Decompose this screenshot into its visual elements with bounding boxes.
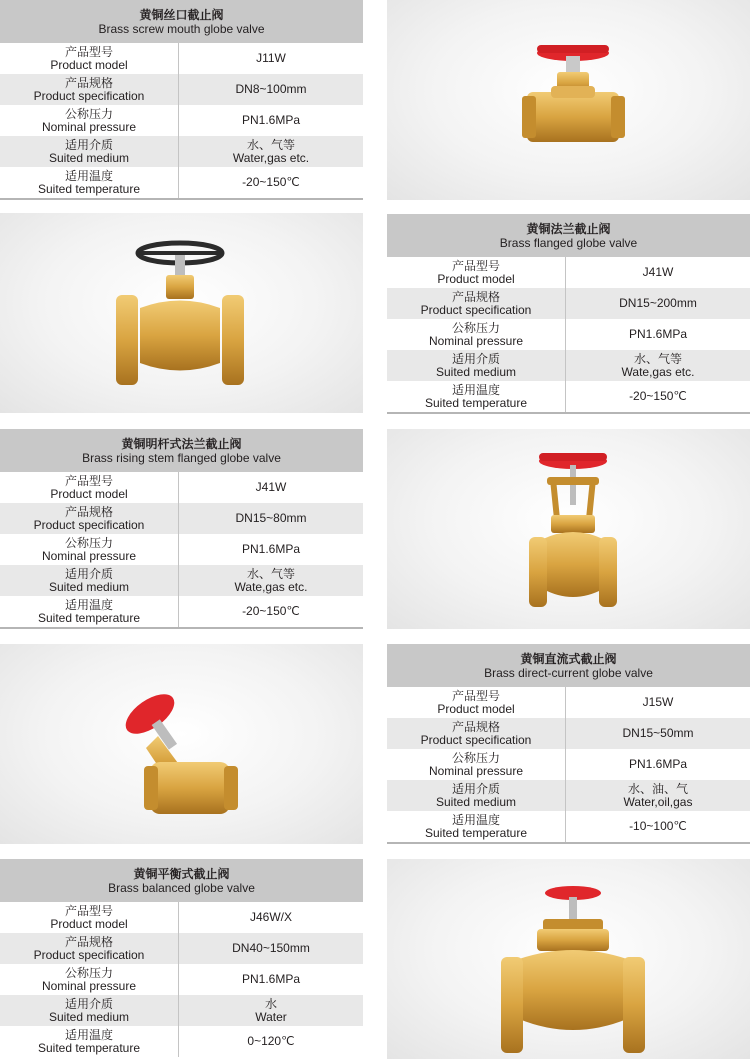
label-cn: 产品型号 [64,44,113,59]
label-en: Suited medium [435,364,517,379]
label-en: Product model [50,486,128,501]
row-medium [0,995,363,1026]
row-spec [387,718,750,749]
value-spec: DN15~80mm [235,511,307,525]
row-medium [387,350,750,381]
label-cn: 适用温度 [451,812,500,827]
label-en: Suited temperature [37,181,141,196]
row-pressure [387,749,750,780]
row-temperature [387,811,750,842]
value-medium-en: Water [255,1009,287,1024]
label-en: Nominal pressure [428,763,524,778]
value-model: J46W/X [249,910,292,924]
row-pressure [0,534,363,565]
value-medium-cn: 水、气等 [246,137,295,152]
label-cn: 适用介质 [451,351,500,366]
row-temperature [387,381,750,412]
label-cn: 适用介质 [64,566,113,581]
value-medium-en: Wate,gas etc. [621,364,695,379]
label-cn: 产品型号 [64,473,113,488]
value-spec: DN15~50mm [622,726,694,740]
title-cn: 黄铜丝口截止阀 [139,7,224,22]
rising-stem-valve-icon [387,429,750,629]
value-model: J41W [642,265,674,279]
row-medium [0,565,363,596]
label-cn: 公称压力 [64,535,113,550]
row-spec [0,933,363,964]
value-model: J15W [642,695,674,709]
label-cn: 公称压力 [64,106,113,121]
label-en: Suited medium [48,150,130,165]
label-en: Product model [437,701,515,716]
label-en: Product model [50,916,128,931]
label-cn: 适用温度 [64,1027,113,1042]
row-model [387,687,750,718]
row-pressure [387,319,750,350]
value-medium-cn: 水、气等 [633,351,682,366]
threaded-globe-valve-icon [387,0,750,200]
balanced-globe-valve-icon [387,859,750,1059]
value-spec: DN8~100mm [235,82,307,96]
label-en: Suited temperature [424,395,528,410]
row-spec [0,503,363,534]
spec-table-4 [387,644,750,844]
table-bottom-rule [0,198,363,200]
value-medium-en: Water,gas etc. [232,150,310,165]
label-cn: 产品型号 [64,903,113,918]
title-en: Brass flanged globe valve [499,235,638,250]
label-en: Product specification [33,88,145,103]
label-cn: 适用温度 [64,597,113,612]
label-cn: 产品规格 [64,504,113,519]
value-pressure: PN1.6MPa [241,113,301,127]
label-en: Suited temperature [37,610,141,625]
row-model [0,902,363,933]
label-cn: 产品型号 [451,688,500,703]
label-cn: 产品规格 [64,75,113,90]
label-cn: 公称压力 [451,750,500,765]
row-temperature [0,1026,363,1057]
spec-table-5 [0,859,363,1057]
table-header [0,429,363,472]
row-medium [0,136,363,167]
value-medium-en: Wate,gas etc. [234,579,308,594]
row-model [387,257,750,288]
label-en: Nominal pressure [41,548,137,563]
row-pressure [0,105,363,136]
label-en: Product model [437,271,515,286]
label-en: Product specification [420,302,532,317]
label-cn: 产品规格 [451,289,500,304]
value-medium-en: Water,oil,gas [623,794,693,809]
label-cn: 适用介质 [451,781,500,796]
table-bottom-rule [387,842,750,844]
label-en: Suited temperature [37,1040,141,1055]
label-en: Nominal pressure [41,978,137,993]
value-temperature: -20~150℃ [242,604,300,618]
y-type-globe-valve-icon [0,644,363,844]
label-cn: 公称压力 [64,965,113,980]
row-spec [0,74,363,105]
table-header [0,0,363,43]
row-temperature [0,167,363,198]
value-spec: DN15~200mm [619,296,697,310]
row-model [0,43,363,74]
title-cn: 黄铜平衡式截止阀 [133,866,230,881]
label-en: Suited medium [435,794,517,809]
product-photo-1 [387,0,750,200]
label-en: Product specification [420,732,532,747]
table-header [387,644,750,687]
value-temperature: -20~150℃ [629,389,687,403]
title-en: Brass rising stem flanged globe valve [82,450,281,465]
label-en: Nominal pressure [428,333,524,348]
label-en: Product specification [33,947,145,962]
value-pressure: PN1.6MPa [241,542,301,556]
product-photo-4 [0,644,363,844]
value-medium-cn: 水、油、气 [627,781,688,796]
label-en: Nominal pressure [41,119,137,134]
label-cn: 产品型号 [451,258,500,273]
table-bottom-rule [387,412,750,414]
title-en: Brass balanced globe valve [108,880,255,895]
title-en: Brass screw mouth globe valve [98,21,265,36]
label-en: Suited temperature [424,825,528,840]
title-cn: 黄铜法兰截止阀 [526,221,611,236]
label-cn: 适用介质 [64,996,113,1011]
spec-table-2 [387,214,750,414]
title-cn: 黄铜明杆式法兰截止阀 [121,436,242,451]
label-cn: 适用温度 [64,168,113,183]
label-en: Suited medium [48,579,130,594]
value-temperature: -20~150℃ [242,175,300,189]
value-model: J11W [256,51,286,65]
value-medium-cn: 水、气等 [246,566,295,581]
label-cn: 适用介质 [64,137,113,152]
spec-table-3 [0,429,363,629]
table-bottom-rule [0,627,363,629]
product-photo-2 [0,213,363,413]
product-photo-3 [387,429,750,629]
value-pressure: PN1.6MPa [628,327,688,341]
row-temperature [0,596,363,627]
label-cn: 产品规格 [64,934,113,949]
flanged-globe-valve-icon [0,213,363,413]
label-en: Product model [50,57,128,72]
value-pressure: PN1.6MPa [628,757,688,771]
spec-table-1 [0,0,363,200]
value-temperature: -10~100℃ [629,819,687,833]
label-en: Product specification [33,517,145,532]
product-photo-5 [387,859,750,1059]
table-header [387,214,750,257]
value-model: J41W [255,480,287,494]
label-cn: 适用温度 [451,382,500,397]
label-cn: 公称压力 [451,320,500,335]
value-temperature: 0~120℃ [247,1034,295,1048]
row-model [0,472,363,503]
label-en: Suited medium [48,1009,130,1024]
title-cn: 黄铜直流式截止阀 [520,651,617,666]
row-spec [387,288,750,319]
value-pressure: PN1.6MPa [241,972,301,986]
row-medium [387,780,750,811]
table-header [0,859,363,902]
row-pressure [0,964,363,995]
title-en: Brass direct-current globe valve [484,665,653,680]
value-medium-cn: 水 [264,996,277,1011]
value-spec: DN40~150mm [232,941,310,955]
label-cn: 产品规格 [451,719,500,734]
